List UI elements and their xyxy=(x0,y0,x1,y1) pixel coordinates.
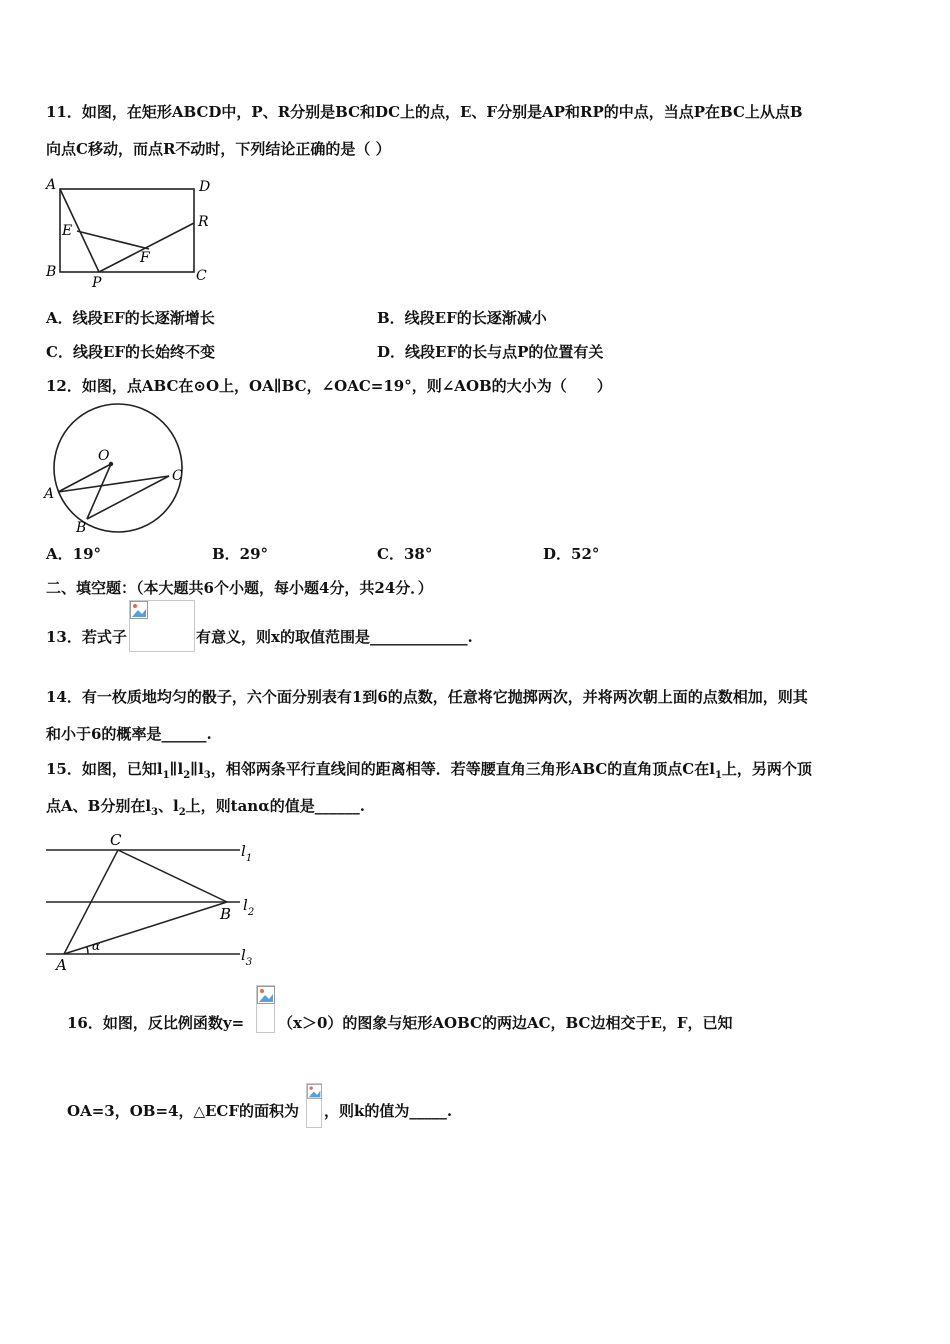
q11-line1: 11．如图，在矩形ABCD中，P、R分别是BC和DC上的点，E、F分别是AP和RP的中点，当点P在BC上从点B xyxy=(46,103,803,121)
q12-option-d: D．52° xyxy=(543,545,600,563)
q11-option-d: D．线段EF的长与点P的位置有关 xyxy=(377,343,604,361)
q12-figure xyxy=(42,402,190,537)
q11-figure xyxy=(44,176,219,291)
label-a: A xyxy=(44,486,55,502)
q16-line2-before: OA=3，OB=4，△ECF的面积为 xyxy=(67,1102,300,1120)
q16-line2-after: ，则k的值为_____. xyxy=(324,1102,453,1120)
segment-ab xyxy=(64,902,227,954)
label-alpha: α xyxy=(92,939,101,953)
q16-text-before: 16．如图，反比例函数y= xyxy=(67,1014,245,1032)
q11-option-c: C．线段EF的长始终不变 xyxy=(46,343,216,361)
q14-line1: 14．有一枚质地均匀的骰子，六个面分别表有1到6的点数，任意将它抛掷两次，并将两次朝上面的点数相加，则其 xyxy=(46,688,808,706)
broken-image-icon xyxy=(257,986,275,1004)
q12-option-a: A．19° xyxy=(46,545,102,563)
label-l2: $l_2$ xyxy=(243,896,255,918)
label-l3: $l_3$ xyxy=(241,946,253,968)
label-o: O xyxy=(98,448,110,464)
q11-line2: 向点C移动，而点R不动时，下列结论正确的是（ ） xyxy=(46,140,391,158)
q12-option-b: B．29° xyxy=(212,545,269,563)
label-a: A xyxy=(56,956,67,974)
label-d: D xyxy=(199,179,211,195)
q12-line1: 12．如图，点ABC在⊙O上，OA∥BC，∠OAC=19°，则∠AOB的大小为（ ） xyxy=(46,377,612,395)
q15-line2: 点A、B分别在$l_3$、$l_2$上，则tanα的值是______. xyxy=(46,797,365,818)
q13-formula-image xyxy=(129,600,195,652)
section-heading: 二、填空题：（本大题共6个小题，每小题4分，共24分．） xyxy=(46,579,433,597)
label-a: A xyxy=(46,177,57,193)
label-c: C xyxy=(110,831,122,849)
q16-area-image xyxy=(306,1083,322,1128)
label-b: B xyxy=(76,520,87,536)
label-b: B xyxy=(46,264,57,280)
q15-figure xyxy=(44,830,264,975)
label-c: C xyxy=(172,468,183,484)
broken-image-icon xyxy=(307,1084,322,1099)
q13-text-after: 有意义，则x的取值范围是_____________. xyxy=(196,628,473,646)
q14-line2: 和小于6的概率是______. xyxy=(46,725,212,743)
label-f: F xyxy=(140,250,150,266)
q11-option-b: B．线段EF的长逐渐减小 xyxy=(377,309,547,327)
circle-o xyxy=(54,404,182,532)
segment-ob xyxy=(87,464,111,519)
label-b: B xyxy=(220,905,232,923)
angle-alpha-arc xyxy=(87,947,88,954)
label-e: E xyxy=(62,223,73,239)
label-p: P xyxy=(92,275,102,291)
label-r: R xyxy=(198,214,209,230)
segment-cb xyxy=(118,850,227,902)
label-c: C xyxy=(196,268,207,284)
broken-image-icon xyxy=(130,601,148,619)
label-l1: $l_1$ xyxy=(241,842,253,864)
q13-text-before: 13．若式子 xyxy=(46,628,127,646)
q12-option-c: C．38° xyxy=(377,545,433,563)
q16-text-after: （x＞0）的图象与矩形AOBC的两边AC，BC边相交于E，F，已知 xyxy=(278,1014,733,1032)
q16-fraction-image xyxy=(256,985,275,1033)
q11-option-a: A．线段EF的长逐渐增长 xyxy=(46,309,215,327)
q15-line1: 15．如图，已知$l_1\parallel l_2\parallel l_3$，相邻两条平行直线间的距离相等．若等腰直角三角形ABC的直角顶点C在$l_1$上，另两个顶 xyxy=(46,760,812,781)
